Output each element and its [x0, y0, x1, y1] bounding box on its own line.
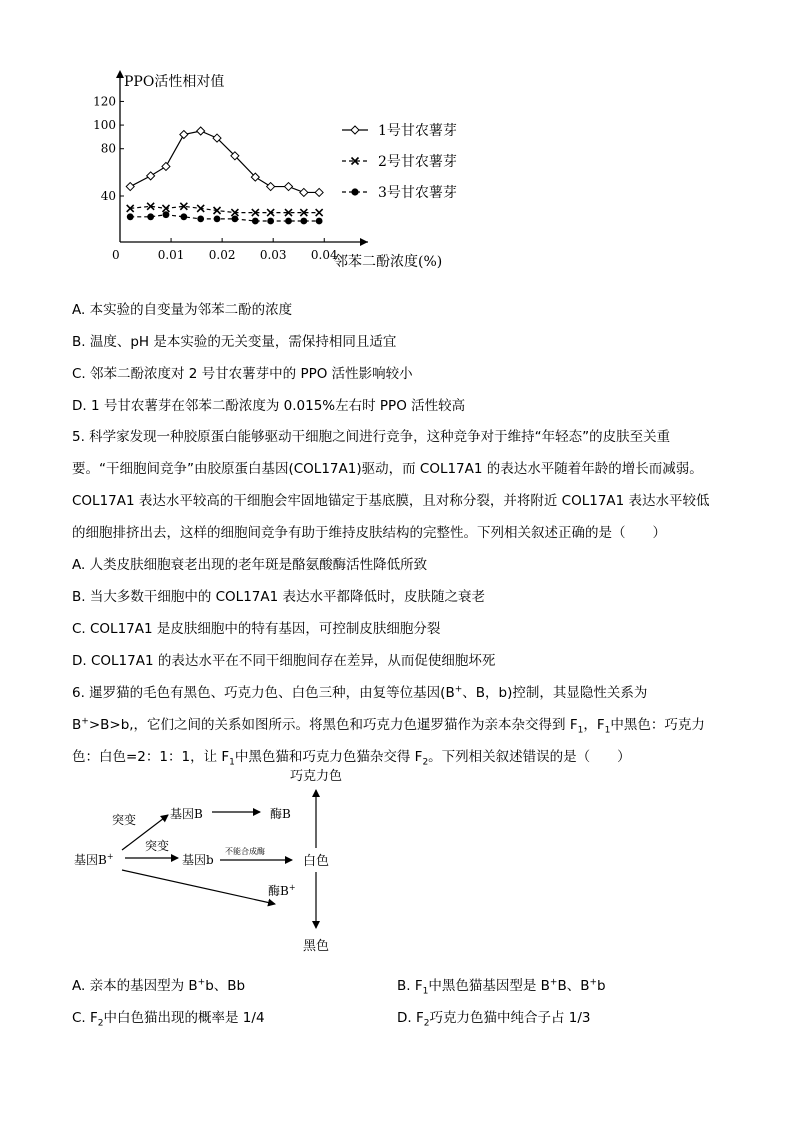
series-1-point — [180, 131, 188, 139]
x-tick-label: 0.01 — [157, 248, 185, 262]
label-black: 黑色 — [302, 939, 330, 954]
x-tick-label: 0.04 — [310, 248, 338, 262]
q5-option-a: A. 人类皮肤细胞衰老出现的老年斑是酪氨酸酶活性降低所致 — [72, 557, 428, 573]
series-3-point — [197, 216, 204, 223]
y-tick-label: 80 — [100, 141, 116, 156]
label-mutation-1: 突变 — [112, 813, 137, 827]
series-line-1 — [130, 131, 319, 192]
ppo-activity-chart — [80, 64, 500, 279]
series-3-point — [180, 213, 187, 220]
q4-option-b: B. 温度、pH 是本实验的无关变量，需保持相同且适宜 — [72, 334, 397, 350]
label-gene-bplus: 基因B+ — [74, 852, 114, 867]
label-mutation-2: 突变 — [145, 839, 170, 853]
series-1-point — [162, 162, 170, 170]
series-1-point — [300, 188, 308, 196]
series-3-point — [285, 218, 292, 225]
y-axis-arrow — [116, 70, 124, 78]
q4-option-a: A. 本实验的自变量为邻苯二酚的浓度 — [72, 302, 293, 318]
y-tick-label: 120 — [93, 94, 116, 109]
series-2-point — [316, 209, 323, 216]
series-3-point — [163, 211, 170, 218]
series-1-point — [285, 183, 293, 191]
x-tick-label: 0 — [112, 248, 120, 262]
label-chocolate: 巧克力色 — [289, 769, 343, 784]
y-axis-label: PPO活性相对值 — [124, 74, 225, 90]
label-gene-b-upper: 基因B — [170, 807, 203, 821]
series-1-point — [147, 172, 155, 180]
q4-option-c: C. 邻苯二酚浓度对 2 号甘农薯芽中的 PPO 活性影响较小 — [72, 366, 413, 382]
series-3-point — [300, 218, 307, 225]
series-3-point — [231, 216, 238, 223]
arrow-bplus-to-enzyme — [122, 870, 275, 904]
legend-label-3: 3号甘农薯芽 — [378, 185, 457, 201]
q6-option-b: B. $F_1$中黑色猫基因型是 B+B、B+b — [397, 977, 606, 997]
legend-label-2: 2号甘农薯芽 — [378, 154, 457, 170]
series-1-point — [126, 183, 134, 191]
y-tick-label: 40 — [100, 189, 116, 203]
q6-option-a: A. 亲本的基因型为 B+b、Bb — [72, 977, 246, 994]
legend-label-1: 1号甘农薯芽 — [378, 123, 457, 139]
label-white: 白色 — [302, 854, 330, 869]
q6-stem-line-2: B+>B>b,，它们之间的关系如图所示。将黑色和巧克力色暹罗猫作为亲本杂交得到 $F_1$，$F_1$中黑色：巧克力 — [72, 716, 705, 736]
q5-stem-line-3: COL17A1 表达水平较高的干细胞会牢固地锚定于基底膜，且对称分裂，并将附近 COL17A1 表达水平较低 — [72, 493, 710, 509]
legend-marker-diamond — [351, 126, 359, 134]
q5-option-b: B. 当大多数干细胞中的 COL17A1 表达水平都降低时，皮肤随之衰老 — [72, 589, 486, 605]
x-axis-label: 邻苯二酚浓度(%) — [334, 254, 443, 270]
label-gene-b-lower: 基因b — [182, 853, 214, 867]
label-enzyme-bplus: 酶B+ — [268, 883, 296, 898]
series-3-point — [214, 216, 221, 223]
q5-option-c: C. COL17A1 是皮肤细胞中的特有基因，可控制皮肤细胞分裂 — [72, 621, 441, 637]
x-tick-label: 0.02 — [208, 248, 236, 262]
q6-option-c: C. $F_2$中白色猫出现的概率是 1/4 — [72, 1010, 265, 1029]
label-enzyme-b: 酶B — [270, 807, 291, 821]
series-1-point — [197, 127, 205, 135]
q5-stem-line-4: 的细胞排挤出去，这样的细胞间竞争有助于维持皮肤结构的完整性。下列相关叙述正确的是（ ） — [72, 525, 666, 541]
q4-option-d: D. 1 号甘农薯芽在邻苯二酚浓度为 0.015%左右时 PPO 活性较高 — [72, 398, 466, 414]
series-3-point — [147, 213, 154, 220]
series-1-point — [315, 188, 323, 196]
q6-stem-line-1: 6. 暹罗猫的毛色有黑色、巧克力色、白色三种，由复等位基因(B+、B，b)控制，其显隐性关系为 — [72, 684, 648, 701]
q6-stem-line-3: 色：白色=2：1：1，让 $F_1$中黑色猫和巧克力色猫杂交得 $F_2$。下列相关叙述错误的是（ ） — [72, 749, 631, 768]
y-tick-label: 100 — [93, 118, 116, 133]
series-3-point — [127, 213, 134, 220]
x-axis-arrow — [360, 238, 368, 246]
q5-stem-line-1: 5. 科学家发现一种胶原蛋白能够驱动干细胞之间进行竞争，这种竞争对于维持“年轻态”的皮肤至关重 — [72, 429, 671, 445]
q5-option-d: D. COL17A1 的表达水平在不同干细胞间存在差异，从而促使细胞坏死 — [72, 653, 496, 669]
label-cannot-synth: 不能合成酶 — [225, 847, 265, 856]
series-3-point — [316, 218, 323, 225]
series-3-point — [267, 218, 274, 225]
series-1-point — [267, 183, 275, 191]
q6-option-d: D. $F_2$巧克力色猫中纯合子占 1/3 — [397, 1010, 591, 1029]
legend-marker-dot — [351, 188, 358, 195]
gene-pathway-diagram — [70, 760, 410, 960]
series-3-point — [252, 218, 259, 225]
q5-stem-line-2: 要。“干细胞间竞争”由胶原蛋白基因(COL17A1)驱动，而 COL17A1 的表达水平随着年龄的增长而减弱。 — [72, 461, 703, 477]
x-tick-label: 0.03 — [259, 248, 287, 262]
